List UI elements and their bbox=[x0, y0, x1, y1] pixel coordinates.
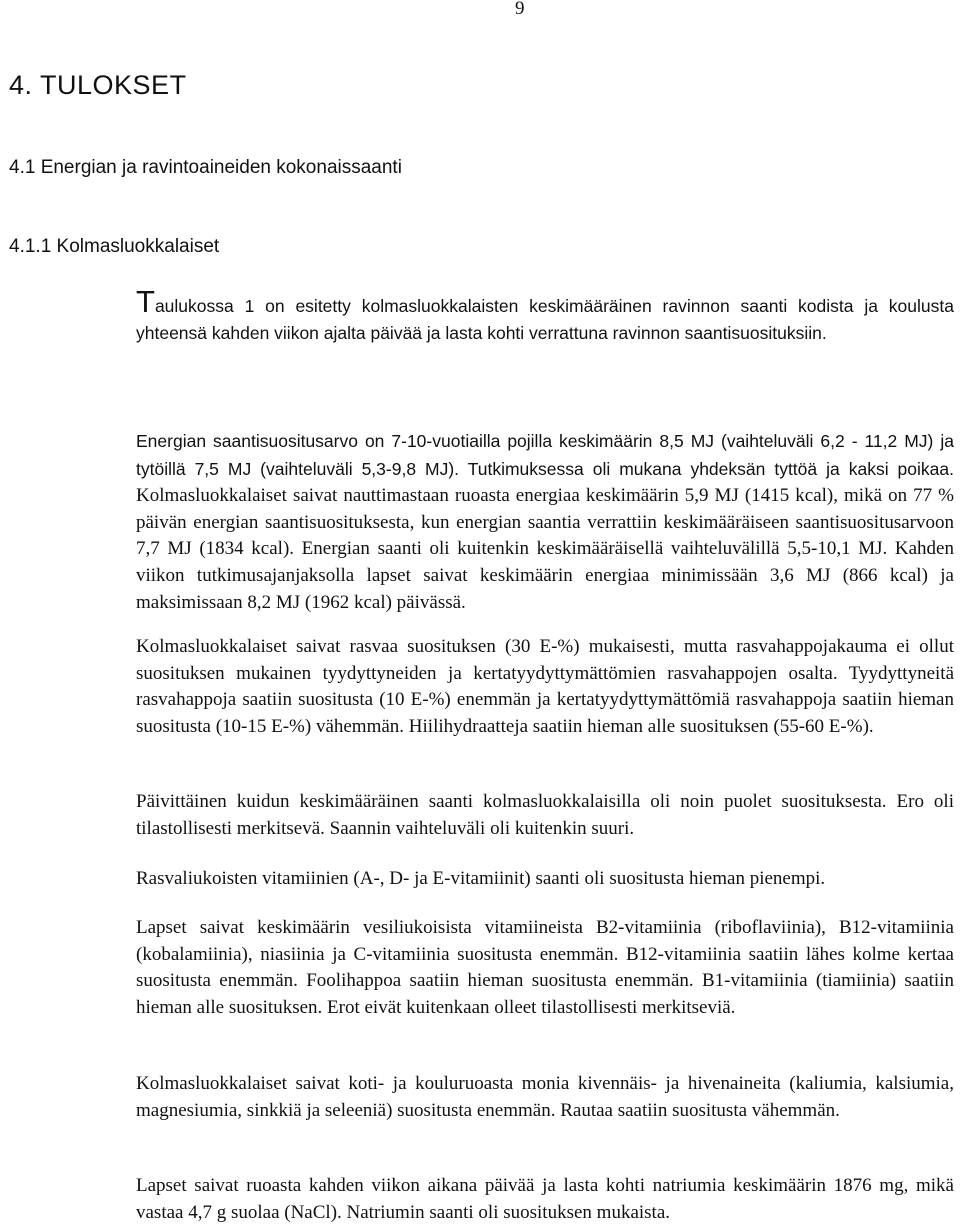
paragraph-sodium: Lapset saivat ruoasta kahden viikon aikana päivää ja lasta kohti natriumia keskimäärin 1876 mg, mikä vastaa 4,7 g suolaa (NaCl). Natriumin saanti oli suosituksen mukaista. bbox=[136, 1175, 954, 1223]
paragraph-fiber: Päivittäinen kuidun keskimääräinen saanti kolmasluokkalaisilla oli noin puolet suosituksesta. Ero oli tilastollisesti merkitsevä. Saannin vaihteluväli oli kuitenkin suuri. bbox=[136, 791, 954, 839]
page-number: 9 bbox=[515, 0, 525, 19]
drop-cap: T bbox=[136, 284, 155, 319]
paragraph-intro-text: aulukossa 1 on esitetty kolmasluokkalaisten keskimääräinen ravinnon saanti kodista ja koulusta yhteensä kahden viikon ajalta päivää ja lasta kohti verrattuna ravinnon saantisuosituksiin. bbox=[136, 296, 954, 343]
paragraph-energy-results: Kolmasluokkalaiset saivat nauttimastaan ruoasta energiaa keskimäärin 5,9 MJ (1415 kcal), mikä on 77 % päivän energian saantisuosituksesta, kun energian saantia verrattiin keskimääräiseen saantisuositusarvoon 7,7 MJ (1834 kcal). Energian saanti oli kuitenkin keskimääräisellä vaihteluvälillä 5,5-10,1 MJ. Kahden viikon tutkimusajanjaksolla lapset saivat keskimäärin energiaa minimissään 3,6 MJ (866 kcal) ja maksimissaan 8,2 MJ (1962 kcal) päivässä. bbox=[136, 485, 954, 613]
paragraph-fat-soluble-vitamins: Rasvaliukoisten vitamiinien (A-, D- ja E-vitamiinit) saanti oli suositusta hieman pienempi. bbox=[136, 868, 826, 889]
paragraph-minerals: Kolmasluokkalaiset saivat koti- ja kouluruoasta monia kivennäis- ja hivenaineita (kaliumia, kalsiumia, magnesiumia, sinkkiä ja seleeniä) suositusta enemmän. Rautaa saatiin suositusta vähemmän. bbox=[136, 1073, 954, 1121]
paragraph-water-soluble-vitamins: Lapset saivat keskimäärin vesiliukoisista vitamiineista B2-vitamiinia (riboflaviinia), B12-vitamiinia (kobalamiinia), niasiinia ja C-vitamiinia suositusta enemmän. B12-vitamiinia saatiin lähes kolme kertaa suositusta enemmän. Foolihappoa saatiin hieman suositusta enemmän. B1-vitamiinia (tiamiinia) saatiin hieman alle suosituksen. Erot eivät kuitenkaan olleet tilastollisesti merkitseviä. bbox=[136, 917, 954, 1018]
paragraph-intro bbox=[136, 284, 954, 346]
paragraph-energy-recommendation: Energian saantisuositusarvo on 7-10-vuotiailla pojilla keskimäärin 8,5 MJ (vaihteluväli 6,2 - 11,2 MJ) ja tytöillä 7,5 MJ (vaihteluväli 5,3-9,8 MJ). Tutkimuksessa oli mukana yhdeksän tyttöä ja kaksi poikaa. bbox=[136, 431, 954, 479]
paragraph-energy bbox=[136, 428, 954, 616]
section-heading: 4.1 Energian ja ravintoaineiden kokonaissaanti bbox=[9, 157, 402, 178]
subsection-heading: 4.1.1 Kolmasluokkalaiset bbox=[9, 236, 220, 257]
chapter-heading: 4. TULOKSET bbox=[9, 70, 187, 100]
paragraph-fat: Kolmasluokkalaiset saivat rasvaa suosituksen (30 E-%) mukaisesti, mutta rasvahappojakauma ei ollut suosituksen mukainen tyydyttyneiden ja kertatyydyttymättömien rasvahappojen osalta. Tyydyttyneitä rasvahappoja saatiin suositusta (10 E-%) enemmän ja kertatyydyttymättömiä rasvahappoja saatiin hieman suositusta (10-15 E-%) vähemmän. Hiilihydraatteja saatiin hieman alle suosituksen (55-60 E-%). bbox=[136, 636, 954, 737]
